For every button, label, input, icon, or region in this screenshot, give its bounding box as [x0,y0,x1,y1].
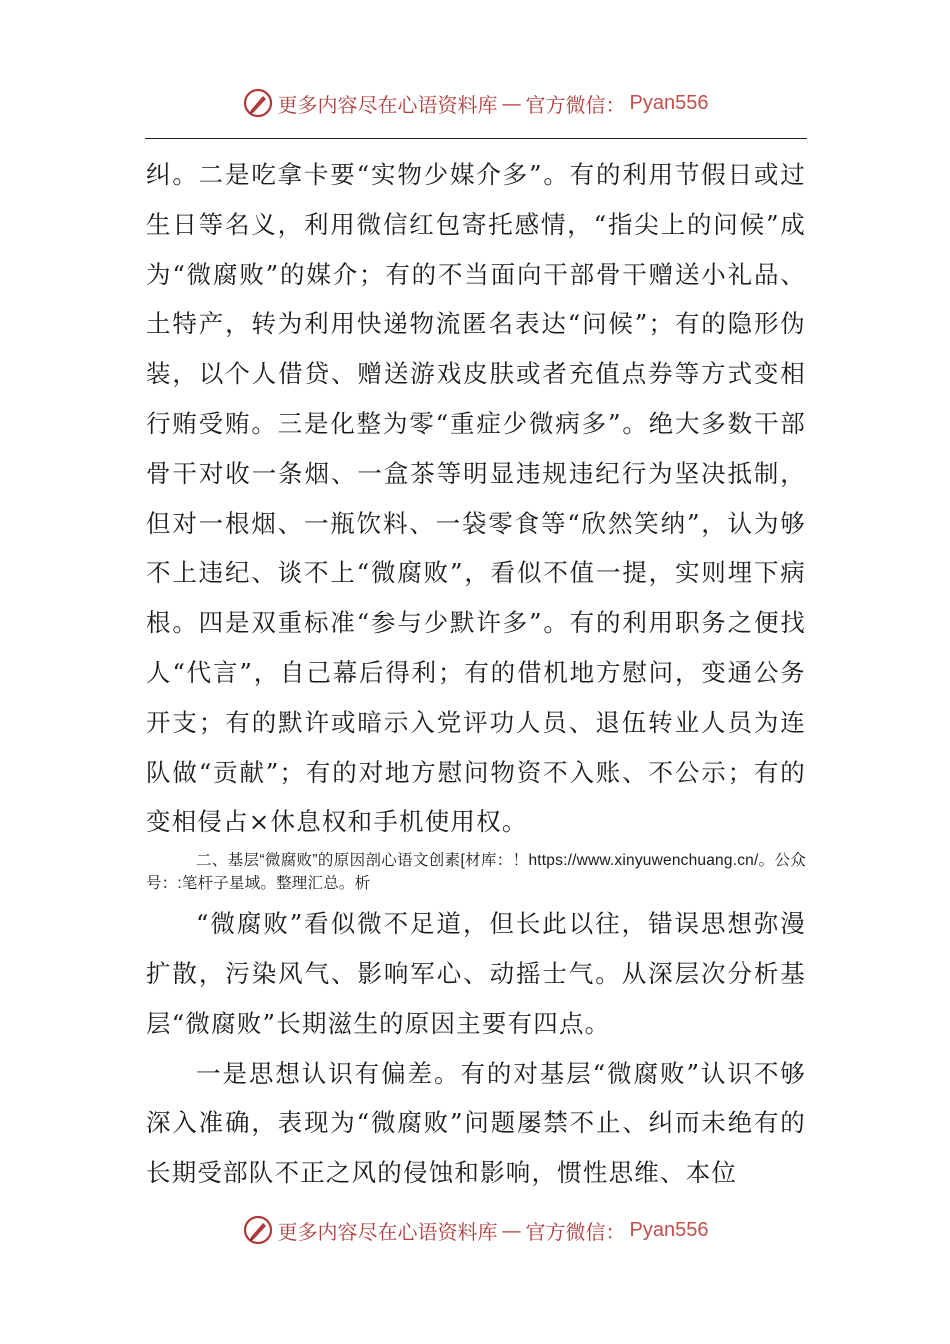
footer-banner [0,1210,950,1250]
paragraph-2: “微腐败”看似微不足道，但长此以往，错误思想弥漫扩散，污染风气、影响军心、动摇士气。从深层次分析基层“微腐败”长期滋生的原因主要有四点。 [146,909,806,1038]
banner-wechat-id: Pyan556 [629,91,709,114]
section-heading: 二、基层“微腐败”的原因剖心语文创素[材库：！https://www.xinyuwenchuang.cn/。公众号：:笔杆子星域。整理汇总。析 [146,852,806,893]
pen-logo-icon [242,1214,274,1246]
paragraph-3: 一是思想认识有偏差。有的对基层“微腐败”认识不够深入准确，表现为“微腐败”问题屡禁不止、纠而未绝有的长期受部队不正之风的侵蚀和影响，惯性思维、本位 [146,1058,806,1188]
pen-logo-icon [242,87,274,119]
paragraph-1: 纠。二是吃拿卡要“实物少媒介多”。有的利用节假日或过生日等名义，利用微信红包寄托感情，“指尖上的问候”成为“微腐败”的媒介；有的不当面向干部骨干赠送小礼品、土特产，转为利用快递物流匿名表达“问候”；有的隐形伪装，以个人借贷、赠送游戏皮肤或者充值点券等方式变相行贿受贿。三是化整为零“重症少微病多”。绝大多数干部骨干对收一条烟、一盒茶等明显违规违纪行为坚决抵制，但对一根烟、一瓶饮料、一袋零食等“欣然笑纳”，认为够不上违纪、谈不上“微腐败”，看似不值一提，实则埋下病根。四是双重标准“参与少默许多”。有的利用职务之便找人“代言”，自己幕后得利；有的借机地方慰问，变通公务开支；有的默许或暗示入党评功人员、退伍转业人员为连队做“贡献”；有的对地方慰问物资不入账、不公示；有的变相侵占×休息权和手机使用权。 [146,160,806,837]
banner-title: 更多内容尽在心语资料库 [277,92,498,117]
header-banner [0,83,950,123]
banner-title: 更多内容尽在心语资料库 [277,1219,498,1244]
header-divider [145,138,807,139]
banner-wechat-id: Pyan556 [629,1218,709,1241]
banner-wechat-label: 官方微信： [525,1219,626,1244]
banner-separator: — [501,91,522,115]
banner-separator: — [501,1218,522,1242]
document-body [146,150,806,1198]
banner-wechat-label: 官方微信： [525,92,626,117]
